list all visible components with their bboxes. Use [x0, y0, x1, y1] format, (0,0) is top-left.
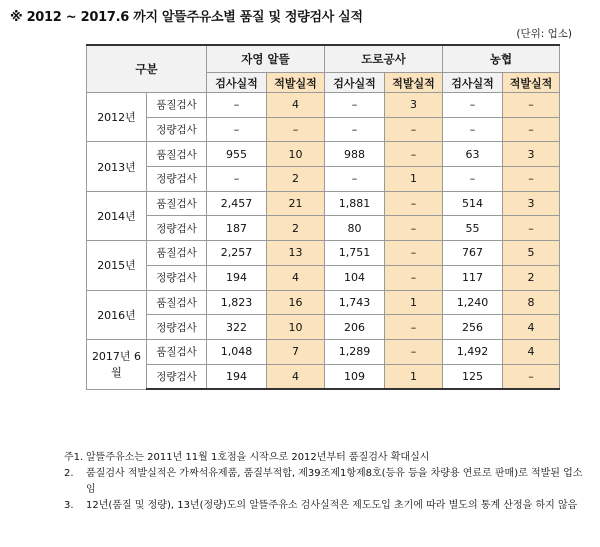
inspection-type-cell: 품질검사	[147, 191, 207, 216]
inspection-count-cell: 514	[443, 191, 503, 216]
inspection-type-cell: 품질검사	[147, 241, 207, 266]
subheader-violations: 적발실적	[385, 73, 443, 93]
violation-count-cell: –	[503, 167, 560, 192]
inspection-count-cell: –	[325, 93, 385, 118]
inspection-type-cell: 품질검사	[147, 142, 207, 167]
inspection-count-cell: 1,289	[325, 339, 385, 364]
table-row	[87, 364, 560, 389]
footnote-number: 주1.	[64, 452, 84, 463]
violation-count-cell: 4	[267, 364, 325, 389]
inspection-count-cell: 1,743	[325, 290, 385, 315]
violation-count-cell: 2	[267, 216, 325, 241]
violation-count-cell: –	[385, 315, 443, 340]
violation-count-cell: –	[503, 364, 560, 389]
violation-count-cell: 7	[267, 339, 325, 364]
inspection-count-cell: –	[207, 167, 267, 192]
violation-count-cell: –	[385, 191, 443, 216]
violation-count-cell: 3	[503, 142, 560, 167]
violation-count-cell: –	[385, 216, 443, 241]
inspection-type-cell: 정량검사	[147, 265, 207, 290]
inspection-count-cell: 1,492	[443, 339, 503, 364]
inspection-count-cell: 194	[207, 364, 267, 389]
subheader-violations: 적발실적	[503, 73, 560, 93]
inspection-count-cell: –	[325, 117, 385, 142]
inspection-count-cell: –	[443, 117, 503, 142]
violation-count-cell: –	[503, 93, 560, 118]
footnote-text: 12년(품질 및 정량), 13년(정량)도의 알뜰주유소 검사실적은 제도도입 초기에 따라 별도의 통계 산정을 하지 않음	[86, 500, 578, 511]
inspection-count-cell: 55	[443, 216, 503, 241]
footnote-item	[64, 498, 584, 514]
document-title: ※ 2012 ~ 2017.6 까지 알뜰주유소별 품질 및 정량검사 실적	[10, 10, 363, 25]
violation-count-cell: 16	[267, 290, 325, 315]
violation-count-cell: –	[385, 241, 443, 266]
subheader-inspections: 검사실적	[443, 73, 503, 93]
table-body	[87, 93, 560, 390]
violation-count-cell: 1	[385, 167, 443, 192]
inspection-count-cell: 194	[207, 265, 267, 290]
inspection-count-cell: 117	[443, 265, 503, 290]
inspection-type-cell: 품질검사	[147, 339, 207, 364]
violation-count-cell: –	[385, 339, 443, 364]
footnotes	[64, 450, 584, 514]
inspection-count-cell: 1,048	[207, 339, 267, 364]
table-row	[87, 117, 560, 142]
year-cell: 2013년	[87, 142, 147, 191]
year-cell: 2015년	[87, 241, 147, 290]
inspection-count-cell: 767	[443, 241, 503, 266]
subheader-inspections: 검사실적	[207, 73, 267, 93]
inspection-count-cell: 1,240	[443, 290, 503, 315]
year-cell: 2016년	[87, 290, 147, 339]
footnote-text: 알뜰주유소는 2011년 11월 1호점을 시작으로 2012년부터 품질검사 확대실시	[86, 452, 430, 463]
inspection-count-cell: 2,457	[207, 191, 267, 216]
inspection-type-cell: 품질검사	[147, 93, 207, 118]
violation-count-cell: 10	[267, 315, 325, 340]
unit-label: (단위: 업소)	[516, 28, 572, 40]
inspection-type-cell: 정량검사	[147, 315, 207, 340]
table-row	[87, 315, 560, 340]
inspection-type-cell: 품질검사	[147, 290, 207, 315]
inspection-count-cell: 955	[207, 142, 267, 167]
inspection-count-cell: 322	[207, 315, 267, 340]
header-category: 구분	[87, 45, 207, 93]
inspection-count-cell: –	[207, 117, 267, 142]
inspection-count-cell: 109	[325, 364, 385, 389]
table-row	[87, 216, 560, 241]
subheader-inspections: 검사실적	[325, 73, 385, 93]
violation-count-cell: 10	[267, 142, 325, 167]
footnote-number: 2.	[64, 468, 74, 479]
inspection-count-cell: 1,881	[325, 191, 385, 216]
inspection-count-cell: 187	[207, 216, 267, 241]
inspection-count-cell: –	[325, 167, 385, 192]
table-row	[87, 339, 560, 364]
footnote-item	[64, 450, 584, 466]
table-row	[87, 142, 560, 167]
year-cell: 2012년	[87, 93, 147, 142]
inspection-type-cell: 정량검사	[147, 216, 207, 241]
inspection-count-cell: –	[207, 93, 267, 118]
inspection-count-cell: 2,257	[207, 241, 267, 266]
inspection-count-cell: 63	[443, 142, 503, 167]
header-group-self-alddeul: 자영 알뜰	[207, 45, 325, 73]
footnote-item	[64, 466, 584, 498]
violation-count-cell: 1	[385, 290, 443, 315]
violation-count-cell: 4	[503, 339, 560, 364]
table-row	[87, 241, 560, 266]
inspection-stats-table	[86, 44, 560, 390]
subheader-violations: 적발실적	[267, 73, 325, 93]
inspection-count-cell: 1,751	[325, 241, 385, 266]
violation-count-cell: 3	[503, 191, 560, 216]
violation-count-cell: 1	[385, 364, 443, 389]
footnote-text: 품질검사 적발실적은 가짜석유제품, 품질부적합, 제39조제1항제8호(등유 등을 차량용 연료로 판매)로 적발된 업소임	[86, 468, 583, 495]
violation-count-cell: –	[503, 117, 560, 142]
inspection-count-cell: 104	[325, 265, 385, 290]
violation-count-cell: 4	[503, 315, 560, 340]
inspection-count-cell: 988	[325, 142, 385, 167]
violation-count-cell: 21	[267, 191, 325, 216]
inspection-count-cell: 206	[325, 315, 385, 340]
inspection-type-cell: 정량검사	[147, 117, 207, 142]
inspection-count-cell: 125	[443, 364, 503, 389]
table-row	[87, 93, 560, 118]
violation-count-cell: –	[385, 142, 443, 167]
table-row	[87, 265, 560, 290]
inspection-type-cell: 정량검사	[147, 167, 207, 192]
header-group-expressway: 도로공사	[325, 45, 443, 73]
violation-count-cell: –	[385, 265, 443, 290]
violation-count-cell: 5	[503, 241, 560, 266]
violation-count-cell: –	[267, 117, 325, 142]
inspection-count-cell: 1,823	[207, 290, 267, 315]
violation-count-cell: 2	[503, 265, 560, 290]
year-cell: 2017년 6월	[87, 339, 147, 389]
year-cell: 2014년	[87, 191, 147, 240]
violation-count-cell: 4	[267, 93, 325, 118]
inspection-count-cell: –	[443, 93, 503, 118]
table-row	[87, 167, 560, 192]
header-group-nonghyup: 농협	[443, 45, 560, 73]
table-row	[87, 191, 560, 216]
violation-count-cell: –	[503, 216, 560, 241]
violation-count-cell: –	[385, 117, 443, 142]
table-row	[87, 290, 560, 315]
violation-count-cell: 8	[503, 290, 560, 315]
violation-count-cell: 2	[267, 167, 325, 192]
footnote-number: 3.	[64, 500, 74, 511]
violation-count-cell: 3	[385, 93, 443, 118]
violation-count-cell: 4	[267, 265, 325, 290]
inspection-type-cell: 정량검사	[147, 364, 207, 389]
inspection-count-cell: 80	[325, 216, 385, 241]
inspection-count-cell: –	[443, 167, 503, 192]
inspection-count-cell: 256	[443, 315, 503, 340]
violation-count-cell: 13	[267, 241, 325, 266]
